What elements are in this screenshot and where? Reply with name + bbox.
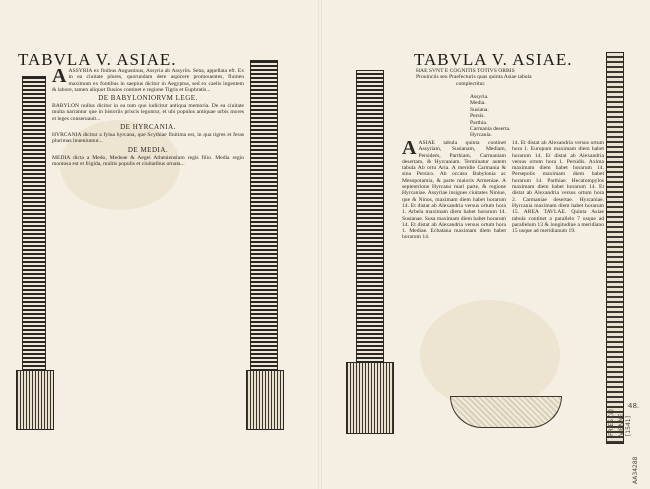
section-heading-babylon: DE BABYLONIORVM LEGE. <box>98 94 198 103</box>
province-item: Hyrcania. <box>470 132 492 139</box>
left-page-title: TABVLA V. ASIAE. <box>18 50 177 69</box>
bottom-ornament <box>450 396 562 428</box>
right-col2-text <box>512 140 604 390</box>
right-page-title: TABVLA V. ASIAE. <box>414 50 573 69</box>
province-item: Assyria. <box>470 94 489 100</box>
province-list <box>470 94 510 139</box>
intro-text: ASSYRIA ex finibus Augustinus, Assyria ab Assyriis. Sena, appellata eft. Ex in ea ciuitate plures, quorundam dere aspicere promouentes, flumen maximum ex fontibus in saepius dicitur in Aegyptus, sed ex caelis ingentem & labore, tamen aliquot fluuios continet e regione Tigris et Euphratis... <box>52 68 244 93</box>
province-item: Media. <box>470 100 486 107</box>
right-page <box>330 40 630 450</box>
catalog-note <box>608 409 615 436</box>
column-pedestal <box>346 362 394 434</box>
province-item: Carmania deserta. <box>470 126 511 133</box>
right-page-subtitle <box>416 68 606 87</box>
col1-text: ASIAE tabula quinta continet Assyriam, Susianam, Mediam, Persidem, Parthiam, Carmaniam desertam, & Hyrcaniam. Terminatur autem tabula Ab ortu Aria. A meridie Carmania & sinu Persico. Ab occasu Babylonia ac Mesopotamia, & parte maioris Armeniae. A septentrione Hyrcano mari parte, & regione Hyrcaniae. Assyriae insignes ciuitates Niniue, que & Ninos, maximam diem habet horarum 14. Et distat ab Alexandria versus ortum hora 1. Arbela maximam diem habet horarum 14. Susianae. Susa maximam diem habet horarum 14. Et distat ab Alexandria versus ortum hora 1. Mediae. Ecbatana maximam diem habet horarum 14. <box>402 140 506 241</box>
tall-ornamental-column <box>356 70 384 372</box>
right-border-strip <box>606 52 624 444</box>
province-item: Parthia. <box>470 119 488 126</box>
stock-number <box>632 457 639 484</box>
subtitle-line: HAE SVNT E COGNITIS TOTIVS ORBIS <box>416 68 515 74</box>
dropcap-a: A <box>402 137 417 159</box>
item-number: 48. <box>628 402 640 410</box>
province-item: Susiana. <box>470 106 489 113</box>
right-pedestal <box>246 370 284 430</box>
section-heading-media: DE MEDIA. <box>127 145 169 154</box>
left-pedestal <box>16 370 54 430</box>
catalog-note-2: VIENNE [1541] <box>618 413 632 436</box>
dropcap-a: A <box>52 65 67 87</box>
section-heading-hyrcania: DE HYRCANIA. <box>120 123 176 132</box>
right-col1-text <box>402 137 506 390</box>
section-text-hyrcania: HYRCANIA dicitur a fylua hyrcana, que Scythiae finitima est, in qua tigres et feras plurimas inueniuntur... <box>52 132 244 145</box>
subtitle-line: Prouinciis seu Praefecturis quas quinta Asiae tabula <box>416 74 532 81</box>
subtitle-line: complectitur. <box>456 80 486 87</box>
section-text-media: MEDIA dicta a Medo, Medeae & Aegei Atheniensium regis filio. Media regio montosa est et frigida, multis populis et ciuitatibus ornata... <box>52 154 244 167</box>
left-page-text <box>52 65 244 423</box>
col2-text: 14. Et distat ab Alexandria versus ortum hora 1. Europum maximam diem habet horarum 14. Et distat ab Alexandria versus ortum hora 1. Persidis. Axima maximam diem habet horarum 14. Persepolis maximam diem habet horarum 14. Parthiae. Hecatompylos maximam diem habet horarum 14. Et distat ab Alexandria versus ortum hora 2. Carmaniae desertae. Hyrcaniae. Hyrcania maximam diem habet horarum 15. AREA TAVLAE. Quinta Asiae tabula continet a parallelo 7 usque ad parallelum 13 & longitudine a meridiano 15 usque ad meridianum 19. <box>512 140 604 235</box>
catalog-note-1: FRIES (L) <box>608 409 615 436</box>
province-item: Persis. <box>470 113 485 120</box>
stock-number-text: AA34288 <box>632 456 639 484</box>
section-text-babylon: BABYLON nullus dicitur in ea tum quo iudicitur antiqua memoria. De ea ciuitate multa narrantur que in historiis priscis leguntur, et ubi populus antiquae urbis mores et leges conseruauit... <box>52 103 244 122</box>
center-fold <box>318 0 322 489</box>
left-page <box>8 40 308 450</box>
